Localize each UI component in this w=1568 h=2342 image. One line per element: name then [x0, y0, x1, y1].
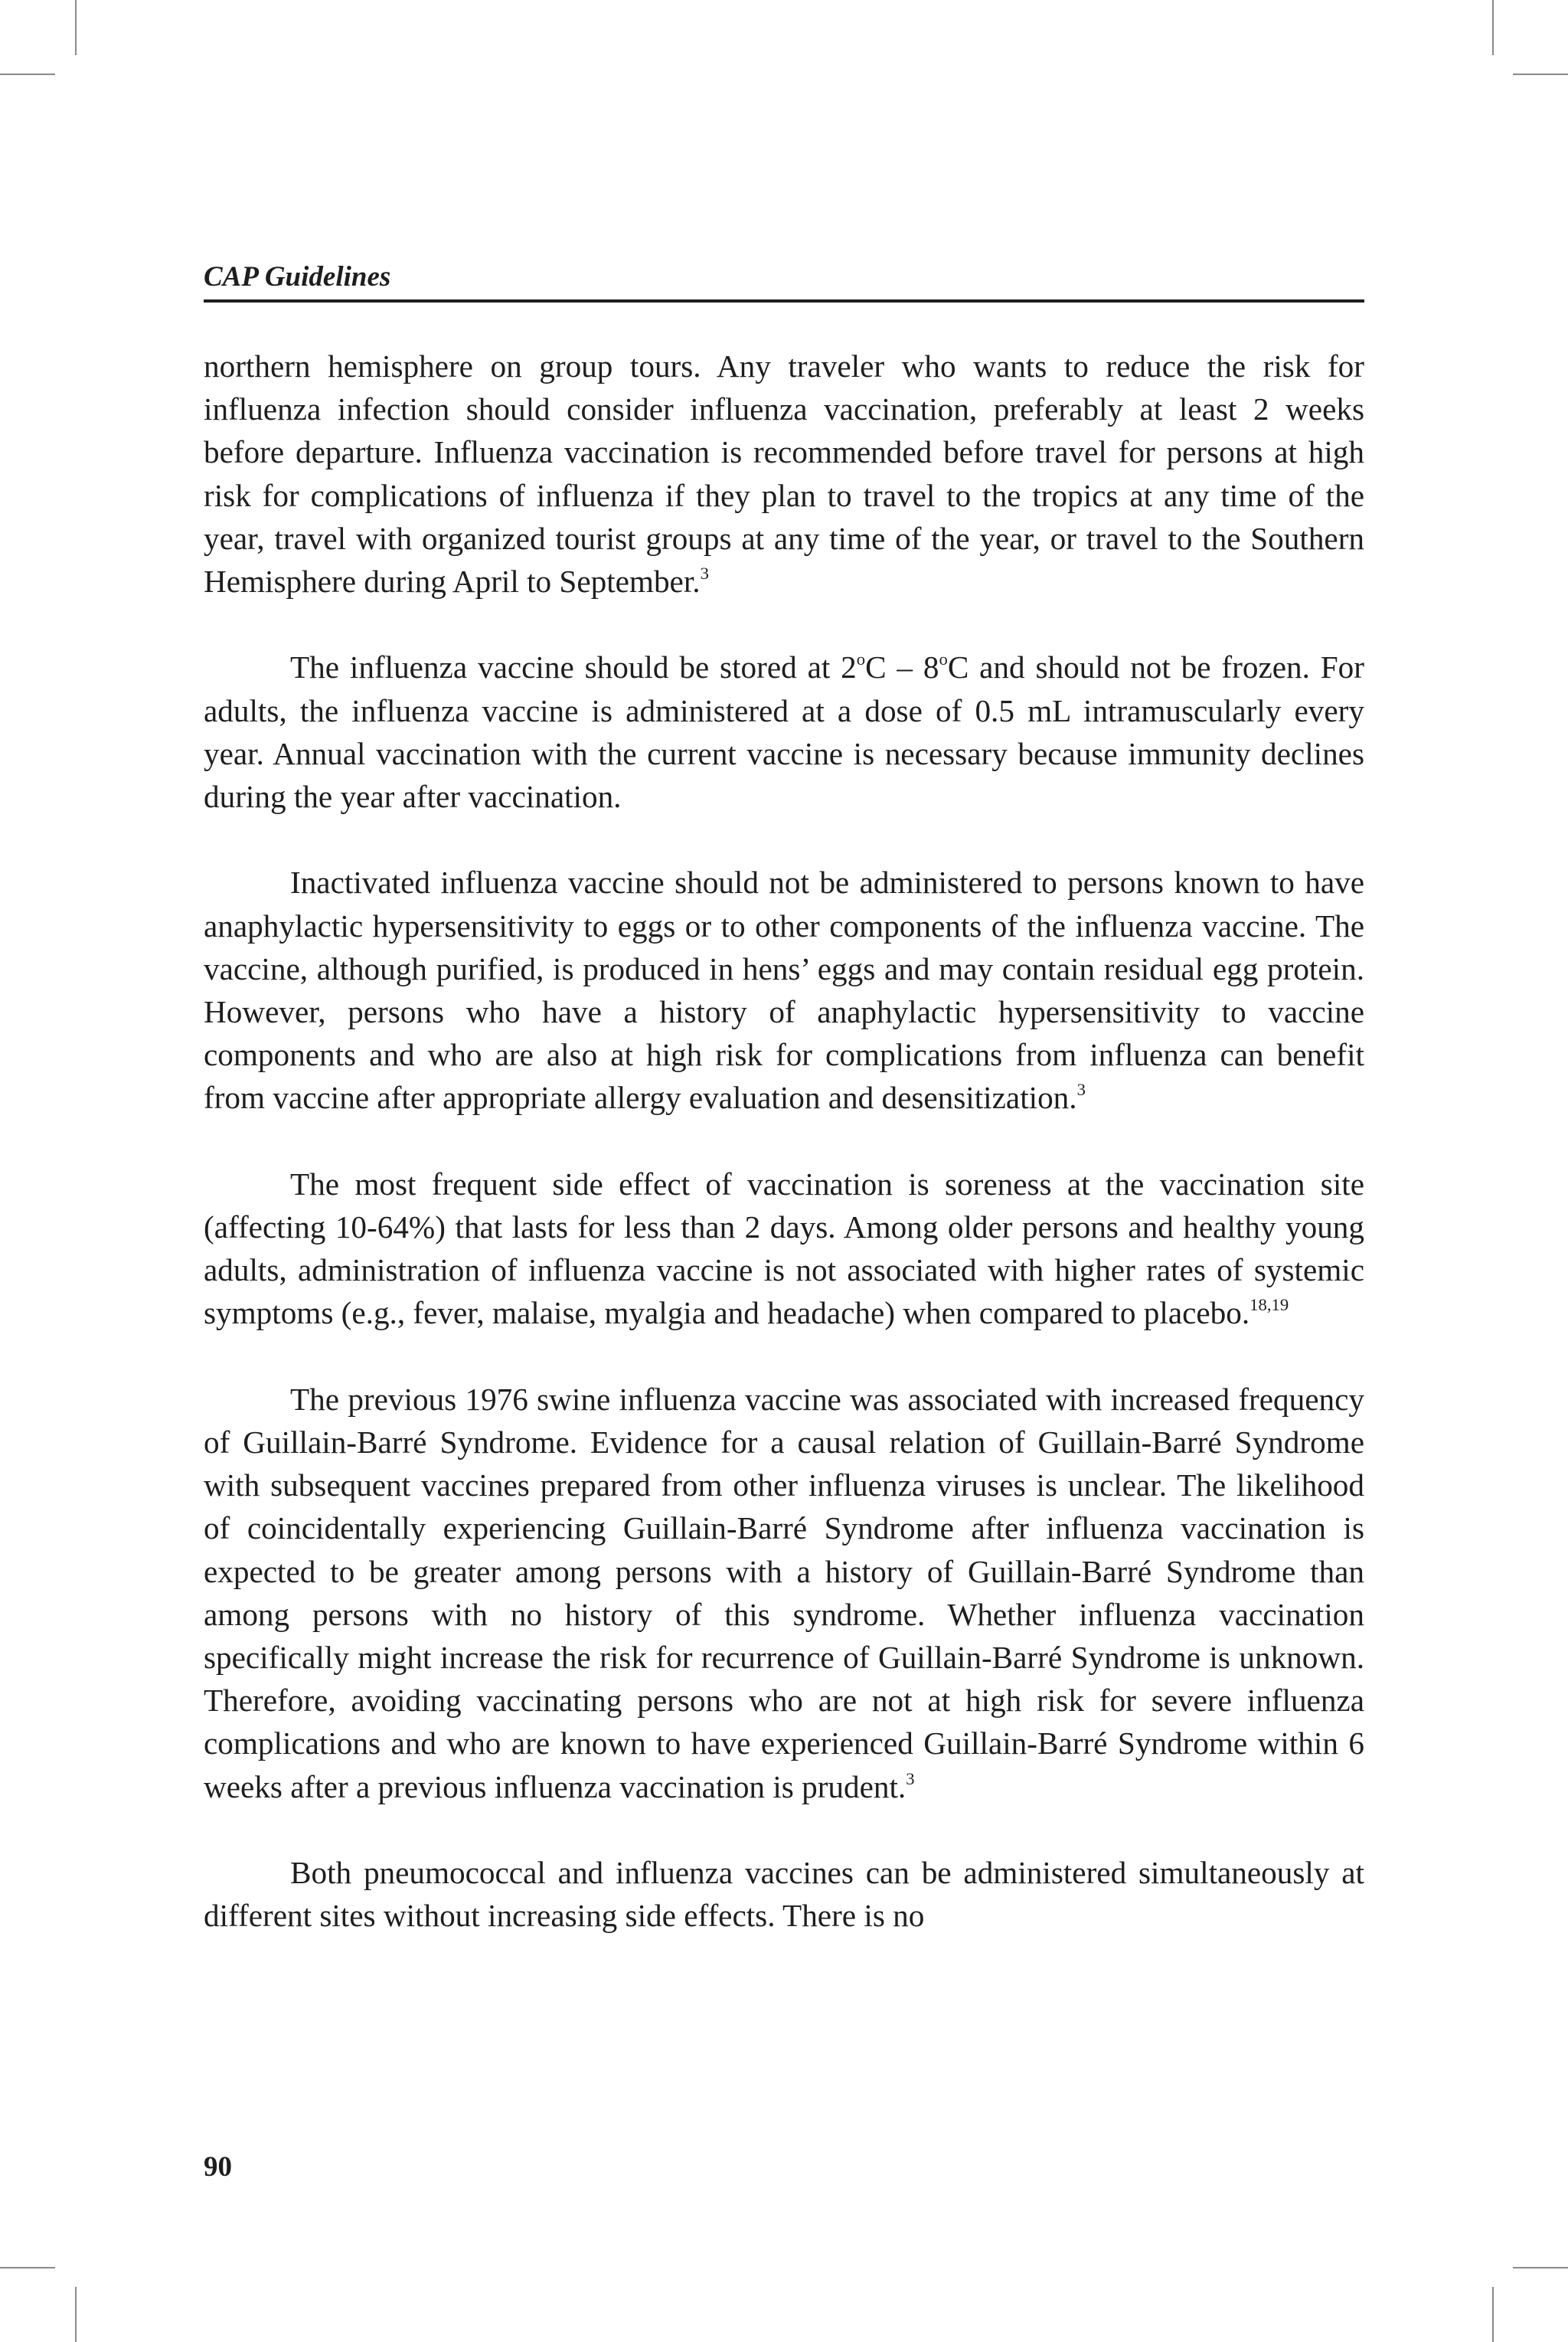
paragraph-text: C and should not be frozen. For adults, the influenza vaccine is administered at a dose of 0.5 mL intramuscularly every year. Annual vaccination with the current vaccine is necessary because immunity declines during the year after vaccination.	[204, 649, 1364, 815]
paragraph-text: The most frequent side effect of vaccination is soreness at the vaccination site (affecting 10-64%) that lasts for less than 2 days. Among older persons and healthy young adults, administration of influenza vaccine is not associated with higher rates of systemic symptoms (e.g., fever, malaise, myalgia and headache) when compared to placebo.	[204, 1166, 1364, 1331]
citation: 3	[1076, 1080, 1086, 1100]
paragraph-side-effects	[204, 1163, 1364, 1335]
crop-mark-bottom-left-vertical	[75, 2287, 77, 2342]
crop-mark-top-right-horizontal	[1513, 74, 1568, 75]
citation: 3	[700, 564, 709, 584]
paragraph-text: northern hemisphere on group tours. Any traveler who wants to reduce the risk for influenza infection should consider influenza vaccination, preferably at least 2 weeks before departure. Influenza vaccination is recommended before travel for persons at high risk for complications of influenza if they plan to travel to the tropics at any time of the year, travel with organized tourist groups at any time of the year, or travel to the Southern Hemisphere during April to September.	[204, 348, 1364, 600]
running-head: CAP Guidelines	[204, 261, 391, 293]
crop-mark-top-right-vertical	[1492, 0, 1494, 55]
body-text	[204, 345, 1364, 1981]
citation: 18,19	[1250, 1295, 1289, 1315]
paragraph-storage	[204, 646, 1364, 818]
paragraph-coadministration	[204, 1851, 1364, 1937]
citation: 3	[906, 1768, 915, 1788]
paragraph-contraindications	[204, 861, 1364, 1119]
paragraph-text: The influenza vaccine should be stored at 2	[290, 649, 857, 685]
degree-superscript: o	[939, 649, 948, 669]
crop-mark-bottom-right-vertical	[1492, 2287, 1494, 2342]
paragraph-text: Inactivated influenza vaccine should not be administered to persons known to have anaphylactic hypersensitivity to eggs or to other components of the influenza vaccine. The vaccine, although purified, is produced in hens’ eggs and may contain residual egg protein. However, persons who have a history of anaphylactic hypersensitivity to vaccine components and who are also at high risk for complications from influenza can benefit from vaccine after appropriate allergy evaluation and desensitization.	[204, 865, 1364, 1116]
crop-mark-top-left-vertical	[75, 0, 77, 55]
paragraph-travel	[204, 345, 1364, 603]
paragraph-text: The previous 1976 swine influenza vaccine was associated with increased frequency of Guillain-Barré Syndrome. Evidence for a causal relation of Guillain-Barré Syndrome with subsequent vaccines prepared from other influenza viruses is unclear. The likelihood of coincidentally experiencing Guillain-Barré Syndrome after influenza vaccination is expected to be greater among persons with a history of Guillain-Barré Syndrome than among persons with no history of this syndrome. Whether influenza vaccination specifically might increase the risk for recurrence of Guillain-Barré Syndrome is unknown. Therefore, avoiding vaccinating persons who are not at high risk for severe influenza complications and who are known to have experienced Guillain-Barré Syndrome within 6 weeks after a previous influenza vaccination is prudent.	[204, 1381, 1364, 1804]
page-number: 90	[204, 2151, 232, 2183]
paragraph-text: C – 8	[865, 649, 939, 685]
degree-superscript: o	[856, 649, 866, 669]
crop-mark-bottom-right-horizontal	[1513, 2267, 1568, 2268]
paragraph-text: Both pneumococcal and influenza vaccines can be administered simultaneously at different sites without increasing side effects. There is no	[204, 1855, 1364, 1934]
paragraph-guillain-barre	[204, 1378, 1364, 1808]
crop-mark-top-left-horizontal	[0, 74, 55, 75]
header-rule	[204, 299, 1364, 303]
crop-mark-bottom-left-horizontal	[0, 2267, 55, 2268]
